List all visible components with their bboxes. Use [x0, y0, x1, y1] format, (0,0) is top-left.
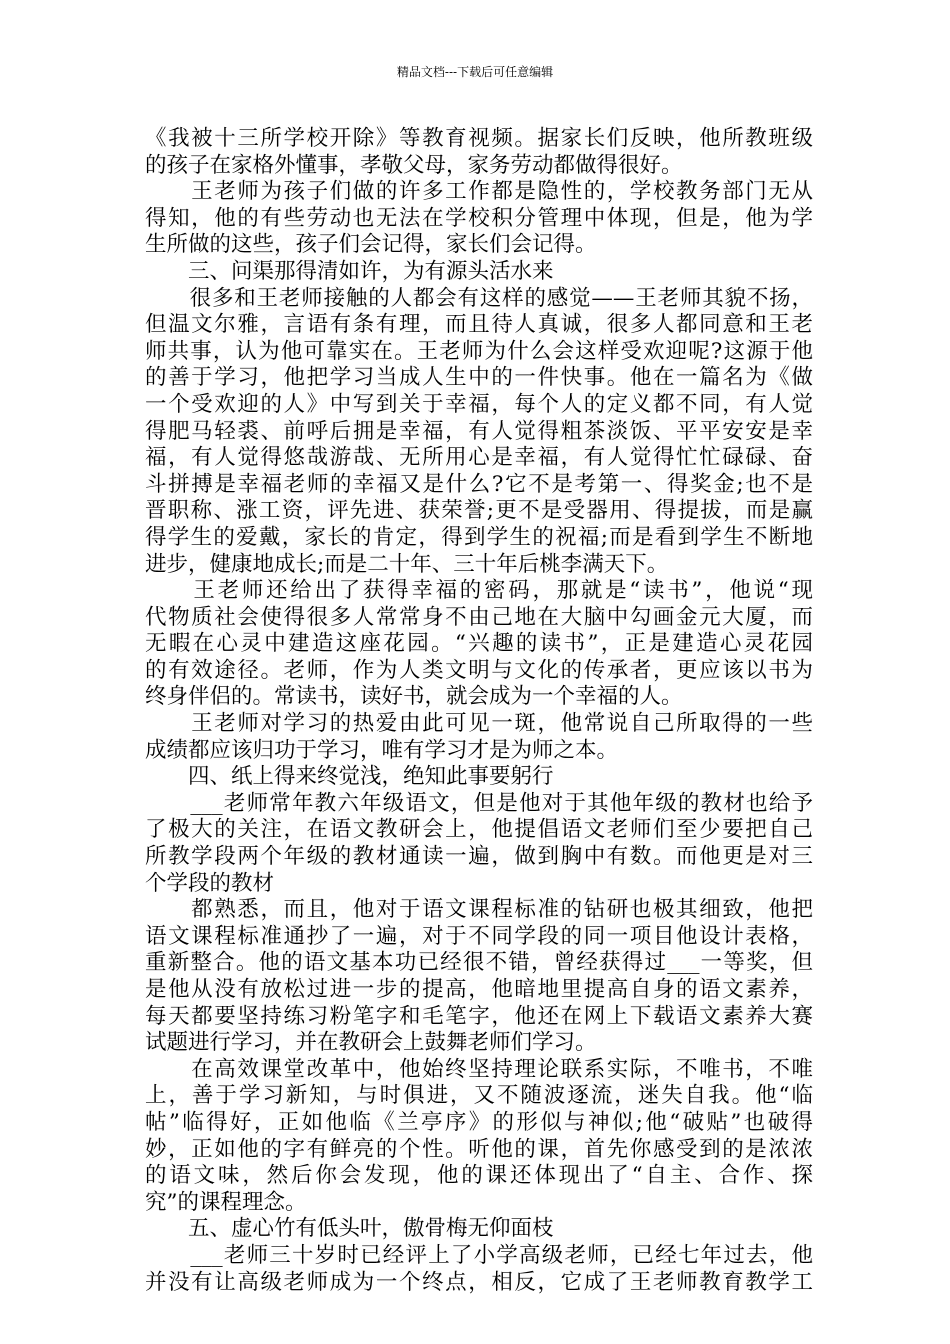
text-line: 四、纸上得来终觉浅，绝知此事要躬行	[145, 764, 554, 790]
text-line: 语文课程标准通抄了一遍，对于不同学段的同一项目他设计表格，	[145, 923, 813, 949]
text-line: 得学生的爱戴，家长的肯定，得到学生的祝福;而是看到学生不断地	[145, 524, 813, 550]
text-line: 都熟悉，而且，他对于语文课程标准的钻研也极其细致，他把	[145, 897, 813, 923]
text-line: 妙，正如他的字有鲜亮的个性。听他的课，首先你感受到的是浓浓	[145, 1136, 813, 1162]
text-line: 试题进行学习，并在教研会上鼓舞老师们学习。	[145, 1030, 597, 1056]
text-line: 是他从没有放松过进一步的提高，他暗地里提高自身的语文素养，	[145, 977, 813, 1002]
text-line: 成绩都应该归功于学习，唯有学习才是为师之本。	[145, 737, 619, 763]
text-line: 《我被十三所学校开除》等教育视频。据家长们反映，他所教班级	[145, 126, 813, 151]
page-header: 精品文档---下载后可任意编辑	[396, 65, 554, 79]
text-line: 所教学段两个年级的教材通读一遍，做到胸中有数。而他更是对三	[145, 844, 813, 870]
text-line: 王老师对学习的热爱由此可见一斑，他常说自己所取得的一些	[145, 711, 813, 737]
text-line: 上，善于学习新知，与时俱进，又不随波逐流，迷失自我。他“临	[145, 1083, 813, 1109]
text-line: 重新整合。他的语文基本功已经很不错，曾经获得过___一等奖，但	[145, 950, 813, 976]
text-line: 斗拼搏是幸福老师的幸福又是什么?它不是考第一、得奖金;也不是	[145, 471, 813, 497]
text-line: ___老师常年教六年级语文，但是他对于其他年级的教材也给予	[145, 790, 813, 816]
text-line: 得肥马轻裘、前呼后拥是幸福，有人觉得粗茶淡饭、平平安安是幸	[145, 418, 813, 444]
text-line: 无暇在心灵中建造这座花园。“兴趣的读书”，正是建造心灵花园	[145, 631, 813, 657]
text-line: 生所做的这些，孩子们会记得，家长们会记得。	[145, 232, 597, 258]
text-line: 晋职称、涨工资，评先进、获荣誉;更不是受器用、得提拔，而是赢	[145, 498, 813, 524]
text-line: ___老师三十岁时已经评上了小学高级老师，已经七年过去，他	[145, 1242, 813, 1268]
text-line: 的有效途径。老师，作为人类文明与文化的传承者，更应该以书为	[145, 657, 813, 683]
text-line: 帖”临得好，正如他临《兰亭序》的形似与神似;他“破贴”也破得	[145, 1109, 813, 1135]
text-line: 究”的课程理念。	[145, 1189, 307, 1215]
text-line: 但温文尔雅，言语有条有理，而且待人真诚，很多人都同意和王老	[145, 312, 813, 338]
text-line: 代物质社会使得很多人常常身不由己地在大脑中勾画金元大厦，而	[145, 604, 813, 630]
text-line: 并没有让高级老师成为一个终点，相反，它成了王老师教育教学工	[145, 1269, 813, 1295]
text-line: 每天都要坚持练习粉笔字和毛笔字，他还在网上下载语文素养大赛	[145, 1003, 813, 1029]
text-line: 的语文味，然后你会发现，他的课还体现出了“自主、合作、探	[145, 1163, 813, 1189]
text-line: 终身伴侣的。常读书，读好书，就会成为一个幸福的人。	[145, 684, 683, 710]
text-line: 王老师为孩子们做的许多工作都是隐性的，学校教务部门无从	[145, 179, 813, 205]
text-line: 很多和王老师接触的人都会有这样的感觉——王老师其貌不扬，	[145, 285, 813, 311]
text-line: 福，有人觉得悠哉游哉、无所用心是幸福，有人觉得忙忙碌碌、奋	[145, 445, 813, 471]
text-line: 三、问渠那得清如许，为有源头活水来	[145, 258, 554, 284]
text-line: 师共事，认为他可靠实在。王老师为什么会这样受欢迎呢?这源于他	[145, 338, 813, 364]
text-line: 进步，健康地成长;而是二十年、三十年后桃李满天下。	[145, 551, 669, 577]
text-line: 了极大的关注，在语文教研会上，他提倡语文老师们至少要把自己	[145, 817, 813, 843]
text-line: 个学段的教材	[145, 870, 275, 896]
text-line: 的善于学习，他把学习当成人生中的一件快事。他在一篇名为《做	[145, 365, 813, 391]
text-line: 五、虚心竹有低头叶，傲骨梅无仰面枝	[145, 1216, 554, 1242]
document-body	[145, 126, 813, 1296]
text-line: 的孩子在家格外懂事，孝敬父母，家务劳动都做得很好。	[145, 152, 683, 178]
text-line: 王老师还给出了获得幸福的密码，那就是“读书”，他说“现	[145, 578, 813, 604]
text-line: 一个受欢迎的人》中写到关于幸福，每个人的定义都不同，有人觉	[145, 391, 813, 417]
text-line: 得知，他的有些劳动也无法在学校积分管理中体现，但是，他为学	[145, 205, 813, 231]
text-line: 在高效课堂改革中，他始终坚持理论联系实际，不唯书，不唯	[145, 1056, 813, 1082]
